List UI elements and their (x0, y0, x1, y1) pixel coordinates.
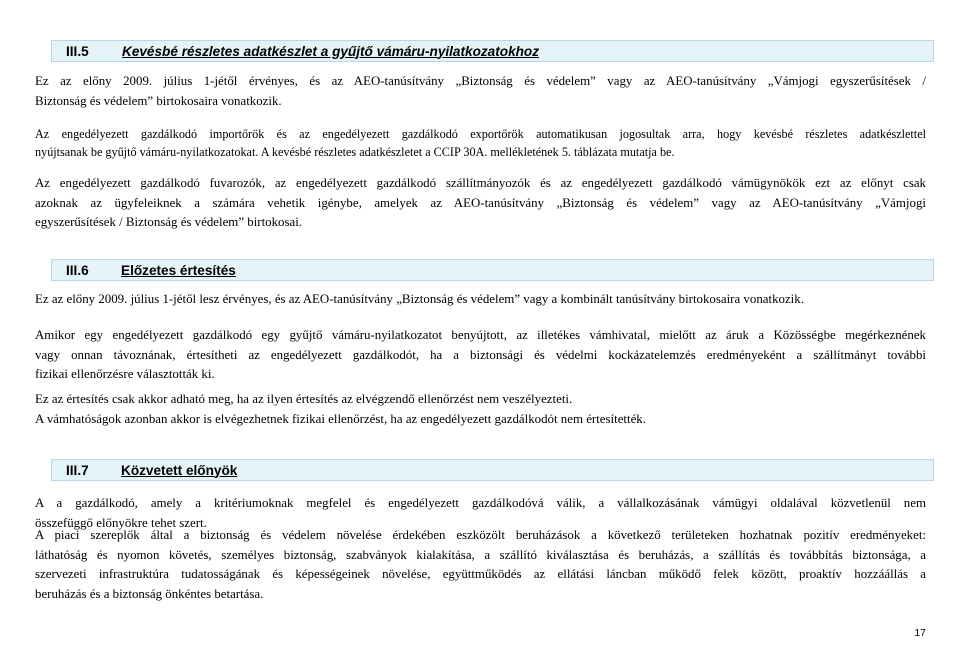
text-line: vagy onnan távoznának, értesítheti az engedélyezett gazdálkodót, ha a biztonsági és védelmi kockázatelemzés eredményeként a szállítmányt további (35, 347, 926, 362)
text-line: Ez az értesítés csak akkor adható meg, ha az ilyen értesítés az elvégzendő ellenőrzést nem veszélyezteti. (35, 392, 573, 406)
text-line: egyszerűsítések / Biztonság és védelem” birtokosai. (35, 215, 303, 229)
text-line: Ez az előny 2009. július 1-jétől lesz érvényes, és az AEO-tanúsítvány „Biztonság és védelem” vagy a kombinált tanúsítvány birtokosaira vonatkozik. (35, 292, 804, 306)
section-heading-iii7 (51, 459, 934, 481)
section-title: Előzetes értesítés (121, 262, 236, 278)
text-line: Az engedélyezett gazdálkodó fuvarozók, az engedélyezett gazdálkodó szállítmányozók és az engedélyezett gazdálkodó vámügynökök ezt az előnyt csak (35, 176, 926, 190)
text-line: azoknak az ügyfeleiknek a számára vehetik igénybe, amelyek az AEO-tanúsítvány „Biztonság és védelem” vagy az AEO-tanúsítvány „Vámjogi (35, 195, 926, 210)
section-number: III.6 (66, 262, 89, 278)
text-line: Az engedélyezett gazdálkodó importőrök és az engedélyezett gazdálkodó exportőrök automatikusan jogosultak arra, hogy kevésbé részletes adatkészlettel (35, 127, 926, 141)
paragraph (35, 174, 926, 233)
text-line: összefüggő előnyökre tehet szert. (35, 515, 207, 530)
section-heading-iii5 (51, 40, 934, 62)
text-line: Ez az előny 2009. július 1-jétől érvényes, és az AEO-tanúsítvány „Biztonság és védelem” vagy az AEO-tanúsítvány „Vámjogi egyszerűsítések / (35, 74, 926, 88)
text-line: beruházás és a biztonság önkéntes betartása. (35, 586, 264, 601)
page-number: 17 (914, 627, 926, 639)
paragraph (35, 125, 926, 161)
paragraph (35, 390, 926, 429)
text-line: A vámhatóságok azonban akkor is elvégezhetnek fizikai ellenőrzést, ha az engedélyezett gazdálkodót nem értesítették. (35, 411, 646, 426)
text-line: Amikor egy engedélyezett gazdálkodó egy gyűjtő vámáru-nyilatkozatot benyújtott, az illetékes vámhivatal, mielőtt az áruk a Közösségbe megérkeznének (35, 328, 926, 342)
paragraph (35, 326, 926, 385)
text-line: fizikai ellenőrzésre választották ki. (35, 367, 215, 381)
text-line: A a gazdálkodó, amely a kritériumoknak megfelel és engedélyezett gazdálkodóvá válik, a vállalkozásának vámügyi oldalával közvetlenül nem (35, 496, 926, 510)
paragraph (35, 526, 926, 604)
text-line: szervezeti infrastruktúra tudatosságának és képességeinek növelése, együttműködés az ellátási láncban működő felek között, proaktív hozzáállás a (35, 567, 926, 581)
text-line: Biztonság és védelem” birtokosaira vonatkozik. (35, 93, 282, 108)
paragraph (35, 72, 926, 111)
text-line: láthatóság és nyomon követés, személyes biztonság, szabványok kialakítása, a szállító kiválasztása és beruházás, a szállítás és továbbítás biztonsága, a (35, 547, 926, 562)
section-heading-iii6 (51, 259, 934, 281)
section-number: III.5 (66, 43, 89, 59)
section-title: Közvetett előnyök (121, 462, 238, 478)
text-line: A piaci szereplők által a biztonság és védelem növelése érdekében eszközölt beruházások a következő területeken hozhatnak pozitív eredményeket: (35, 528, 926, 542)
section-title: Kevésbé részletes adatkészlet a gyűjtő vámáru-nyilatkozatokhoz (122, 43, 540, 59)
text-line: nyújtsanak be gyűjtő vámáru-nyilatkozatokat. A kevésbé részletes adatkészletet a CCIP 30A. mellékletének 5. táblázata mutatja be. (35, 145, 675, 159)
section-number: III.7 (66, 462, 89, 478)
paragraph (35, 290, 926, 310)
